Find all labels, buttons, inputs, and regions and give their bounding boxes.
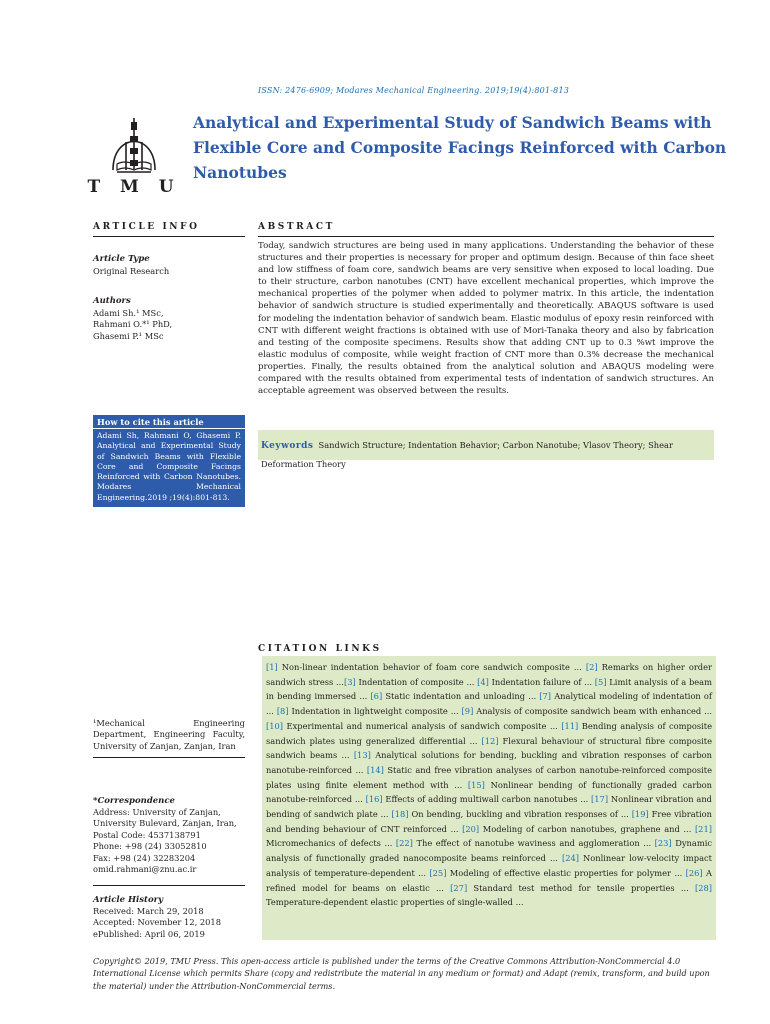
correspondence-address: Address: University of Zanjan, University Bulevard, Zanjan, Iran, Postal Code: 4537138791 bbox=[93, 807, 237, 840]
citation-link-16[interactable]: [16] bbox=[365, 794, 383, 805]
citation-text-15: Nonlinear bending of functionally graded carbon nanotube-reinforced ... bbox=[266, 779, 712, 805]
author-2: Rahmani O.*¹ PhD, bbox=[93, 319, 173, 330]
article-type-label: Article Type bbox=[93, 254, 150, 264]
citation-text-6: Static indentation and unloading ... bbox=[382, 691, 540, 702]
citation-text-23: Dynamic analysis of functionally graded nanocomposite beams reinforced ... bbox=[266, 838, 713, 864]
citation-link-27[interactable]: [27] bbox=[450, 882, 468, 893]
copyright-notice: Copyright© 2019, TMU Press. This open-access article is published under the terms of the Creative Commons Attribution-NonCommercial 4.0 International License which permits Share (copy and redistribute the material in any medium or format) and Adapt (remix, transform, and build upon the material) under the Attribution-NonCommercial terms. bbox=[93, 956, 710, 991]
authors-block bbox=[93, 296, 245, 342]
citation-links-heading: CITATION LINKS bbox=[258, 644, 382, 654]
citation-link-18[interactable]: [18] bbox=[391, 809, 409, 820]
citation-text-17: Nonlinear vibration and bending of sandwich plate ... bbox=[266, 794, 712, 820]
citation-text-13: Analytical solutions for bending, buckling and vibration responses of carbon nanotube-reinforced ... bbox=[266, 750, 712, 775]
citation-link-7[interactable]: [7] bbox=[539, 691, 552, 702]
keywords-box bbox=[258, 430, 714, 469]
citation-text-14: Static and free vibration analyses of carbon nanotube-reinforced composite plates using finite element method with ... bbox=[266, 764, 712, 790]
affiliation: ¹Mechanical Engineering Department, Engineering Faculty, University of Zanjan, Zanjan, Iran bbox=[93, 718, 245, 751]
citation-link-9[interactable]: [9] bbox=[461, 706, 474, 717]
citation-text-27: Standard test method for tensile properties ... bbox=[467, 882, 695, 893]
citation-text-26: A refined model for beams on elastic ... bbox=[266, 867, 712, 893]
correspondence-rule bbox=[93, 885, 245, 886]
citation-text-20: Modeling of carbon nanotubes, graphene and ... bbox=[479, 823, 695, 834]
tmu-logo bbox=[87, 112, 181, 197]
citation-link-13[interactable]: [13] bbox=[353, 750, 371, 761]
article-type-value: Original Research bbox=[93, 266, 170, 276]
tmu-logo-icon bbox=[87, 112, 181, 197]
citation-link-6[interactable]: [6] bbox=[370, 691, 383, 702]
citation-link-25[interactable]: [25] bbox=[429, 867, 447, 878]
correspondence-fax: Fax: +98 (24) 32283204 bbox=[93, 852, 196, 863]
citation-text-16: Effects of adding multiwall carbon nanotubes ... bbox=[382, 794, 592, 805]
keywords-text: Sandwich Structure; Indentation Behavior; Carbon Nanotube; Vlasov Theory; Shear Deformation Theory bbox=[261, 440, 673, 469]
history-published: ePublished: April 06, 2019 bbox=[93, 928, 205, 939]
article-type-block bbox=[93, 254, 245, 277]
article-title: Analytical and Experimental Study of Sandwich Beams with Flexible Core and Composite Facings Reinforced with Carbon Nanotubes bbox=[193, 113, 727, 182]
citation-link-4[interactable]: [4] bbox=[477, 676, 489, 687]
citation-link-8[interactable]: [8] bbox=[276, 706, 289, 717]
correspondence-block bbox=[93, 796, 245, 875]
citation-text-19: Free vibration and bending behaviour of CNT reinforced ... bbox=[266, 809, 712, 834]
citation-text-11: Bending analysis of composite sandwich plates using generalized differential ... bbox=[266, 720, 712, 746]
affiliation-rule bbox=[93, 757, 245, 758]
citation-link-21[interactable]: [21] bbox=[694, 823, 712, 834]
citation-text-28: Temperature-dependent elastic properties of single-walled ... bbox=[266, 897, 524, 908]
citation-link-17[interactable]: [17] bbox=[591, 794, 609, 805]
citation-text-3: Indentation of composite ... bbox=[355, 676, 478, 687]
citation-link-23[interactable]: [23] bbox=[654, 838, 672, 849]
article-history-label: Article History bbox=[93, 895, 164, 905]
citation-text-10: Experimental and numerical analysis of sandwich composite ... bbox=[283, 720, 562, 731]
article-info-heading: ARTICLE INFO bbox=[93, 222, 200, 232]
citation-link-15[interactable]: [15] bbox=[467, 779, 485, 790]
article-history-block bbox=[93, 895, 245, 940]
citation-link-19[interactable]: [19] bbox=[631, 809, 649, 820]
citation-link-3[interactable]: [3] bbox=[343, 676, 356, 687]
how-to-cite-box bbox=[93, 415, 245, 507]
citation-link-1[interactable]: [1] bbox=[266, 662, 278, 672]
citation-link-11[interactable]: [11] bbox=[561, 720, 579, 731]
journal-issn-line: ISSN: 2476-6909; Modares Mechanical Engineering. 2019;19(4):801-813 bbox=[258, 86, 570, 95]
citation-text-8: Indentation in lightweight composite ... bbox=[288, 706, 462, 717]
history-accepted: Accepted: November 12, 2018 bbox=[93, 917, 221, 928]
citation-link-12[interactable]: [12] bbox=[481, 735, 499, 746]
how-to-cite-text: Adami Sh, Rahmani O, Ghasemi P. Analytical and Experimental Study of Sandwich Beams with Flexible Core and Composite Facings Reinforced with Carbon Nanotubes. Modares Mechanical Engineering.2019 ;19(4):801-813. bbox=[97, 431, 241, 502]
citation-text-24: Nonlinear low-velocity impact analysis of temperature-dependent ... bbox=[266, 853, 712, 878]
citation-link-20[interactable]: [20] bbox=[462, 823, 480, 834]
correspondence-label: *Correspondence bbox=[93, 796, 175, 806]
article-info-rule bbox=[93, 236, 245, 237]
correspondence-email: omid.rahmani@znu.ac.ir bbox=[93, 864, 197, 875]
correspondence-phone: Phone: +98 (24) 33052810 bbox=[93, 841, 207, 852]
citation-link-22[interactable]: [22] bbox=[395, 838, 413, 849]
abstract-rule bbox=[258, 236, 714, 237]
author-1: Adami Sh.¹ MSc, bbox=[93, 308, 164, 318]
logo-text: T M U bbox=[87, 177, 181, 197]
citation-link-24[interactable]: [24] bbox=[561, 853, 579, 864]
authors-label: Authors bbox=[93, 296, 131, 306]
abstract-heading: ABSTRACT bbox=[258, 222, 335, 232]
citation-text-21: Micromechanics of defects ... bbox=[266, 838, 396, 849]
citation-text-7: Analytical modeling of indentation of ... bbox=[266, 691, 712, 717]
citation-link-2[interactable]: [2] bbox=[585, 662, 598, 672]
citation-text-18: On bending, buckling and vibration responses of ... bbox=[408, 809, 632, 820]
keywords-label: Keywords bbox=[261, 441, 314, 451]
citation-text-2: Remarks on higher order sandwich stress ... bbox=[266, 662, 712, 687]
citation-text-4: Indentation failure of ... bbox=[488, 676, 595, 687]
citation-text-9: Analysis of composite sandwich beam with enhanced ... bbox=[473, 706, 712, 717]
citation-text-1: Non-linear indentation behavior of foam core sandwich composite ... bbox=[277, 662, 586, 672]
citation-link-28[interactable]: [28] bbox=[694, 882, 712, 893]
abstract-text: Today, sandwich structures are being used in many applications. Understanding the behavior of these structures and their properties is necessary for proper and optimum design. Because of thin face sheet and low stiffness of foam core, sandwich beams are very sensitive when exposed to local loading. Due to their structure, carbon nanotubes (CNT) have excellent mechanical properties, which improve the mechanical properties of the polymer when added to polymer matrix. In this article, the indentation behavior of sandwich structure is studied experimentally and theoretically. ABAQUS software is used for modeling the indentation behavior of sandwich beam. Elastic modulus of epoxy resin reinforced with CNT with different weight fractions is obtained with use of Mori-Tanaka theory and also by fabrication and testing of the composite specimens. Results show that adding CNT up to 0.3 %wt improve the elastic modulus of composite, while weight fraction of CNT more than 0.3% decrease the mechanical properties. Finally, the results obtained from the analytical solution and ABAQUS modeling were compared with the results obtained from experimental tests of indentation of sandwich structures. An acceptable agreement was observed between the results. bbox=[258, 241, 714, 397]
how-to-cite-title: How to cite this article bbox=[93, 415, 245, 429]
citation-text-22: The effect of nanotube waviness and agglomeration ... bbox=[412, 838, 655, 849]
citation-link-10[interactable]: [10] bbox=[266, 720, 284, 731]
citation-link-26[interactable]: [26] bbox=[685, 867, 703, 878]
citation-links-box bbox=[262, 656, 716, 940]
citation-text-12: Flexural behaviour of structural fibre composite sandwich beams ... bbox=[266, 735, 712, 761]
citation-link-14[interactable]: [14] bbox=[366, 764, 384, 775]
author-3: Ghasemi P.¹ MSc bbox=[93, 330, 164, 341]
citation-link-5[interactable]: [5] bbox=[594, 676, 607, 687]
citation-text-25: Modeling of effective elastic properties for polymer ... bbox=[446, 867, 686, 878]
history-received: Received: March 29, 2018 bbox=[93, 906, 204, 916]
citation-text-5: Limit analysis of a beam in bending immersed ... bbox=[266, 676, 712, 702]
